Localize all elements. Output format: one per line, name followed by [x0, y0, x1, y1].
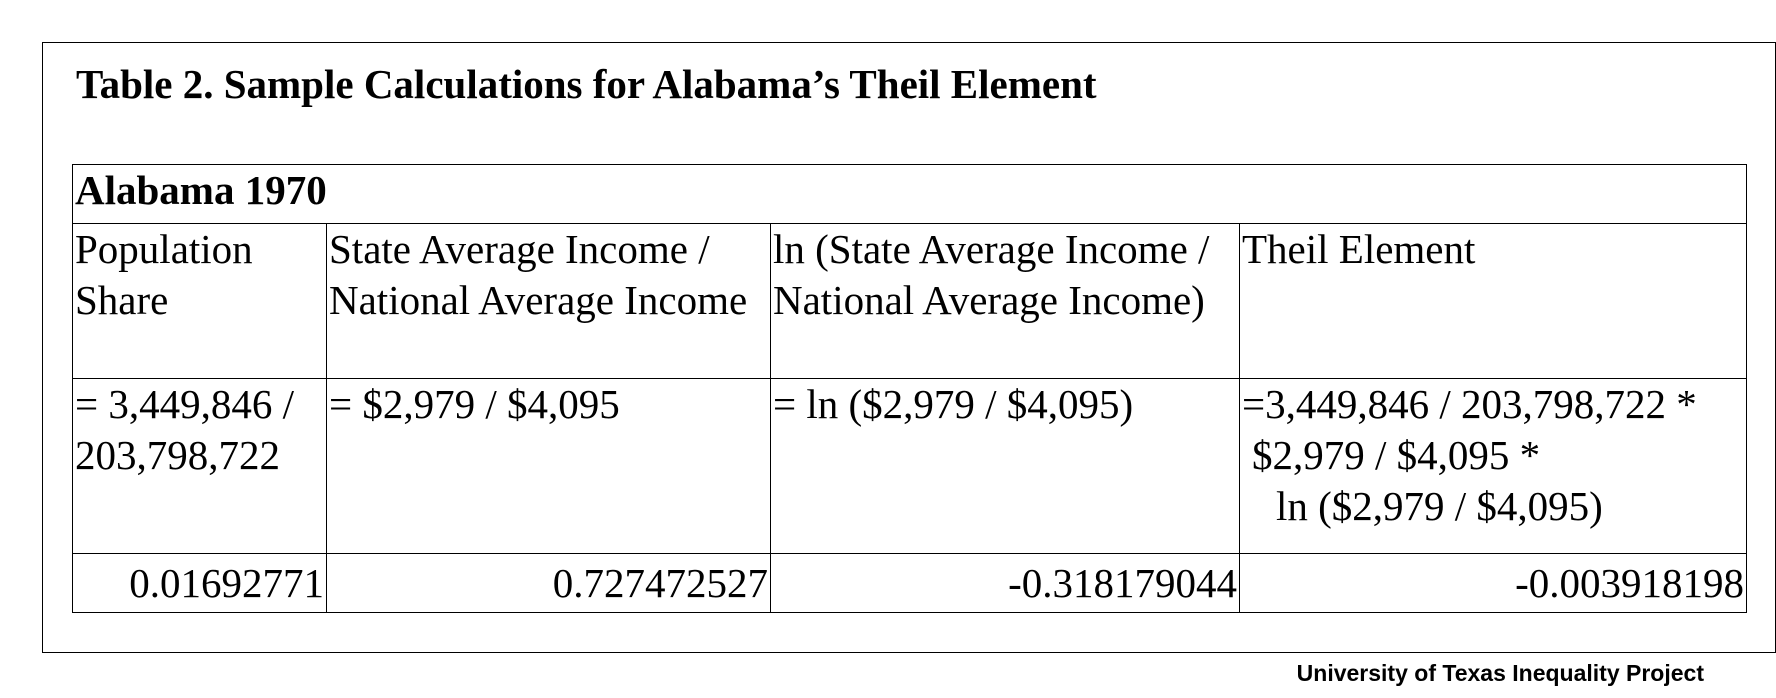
result-row	[73, 554, 1747, 613]
header-theil-element: Theil Element	[1240, 224, 1747, 379]
header-income-ratio: State Average Income / National Average Income	[327, 224, 771, 379]
formula-theil-line-2: $2,979 / $4,095 *	[1252, 432, 1541, 478]
result-ln-ratio: -0.318179044	[771, 554, 1240, 613]
formula-population-share: = 3,449,846 / 203,798,722	[73, 379, 327, 554]
formula-theil-line-3: ln ($2,979 / $4,095)	[1276, 483, 1603, 529]
header-population-share: Population Share	[73, 224, 327, 379]
header-ln-ratio: ln (State Average Income / National Average Income)	[771, 224, 1240, 379]
caption-row	[73, 165, 1747, 224]
formula-theil-element	[1240, 379, 1747, 554]
calculation-table	[72, 164, 1747, 613]
table-caption: Alabama 1970	[73, 165, 1747, 224]
result-population-share: 0.01692771	[73, 554, 327, 613]
formula-row	[73, 379, 1747, 554]
header-row	[73, 224, 1747, 379]
formula-theil-lines	[1242, 379, 1744, 532]
formula-ln-ratio: = ln ($2,979 / $4,095)	[771, 379, 1240, 554]
result-theil-element: -0.003918198	[1240, 554, 1747, 613]
table-title: Table 2. Sample Calculations for Alabama’s Theil Element	[76, 61, 1097, 107]
result-income-ratio: 0.727472527	[327, 554, 771, 613]
formula-income-ratio: = $2,979 / $4,095	[327, 379, 771, 554]
footer-credit: University of Texas Inequality Project	[1296, 660, 1704, 686]
formula-theil-line-1: =3,449,846 / 203,798,722 *	[1242, 381, 1697, 427]
